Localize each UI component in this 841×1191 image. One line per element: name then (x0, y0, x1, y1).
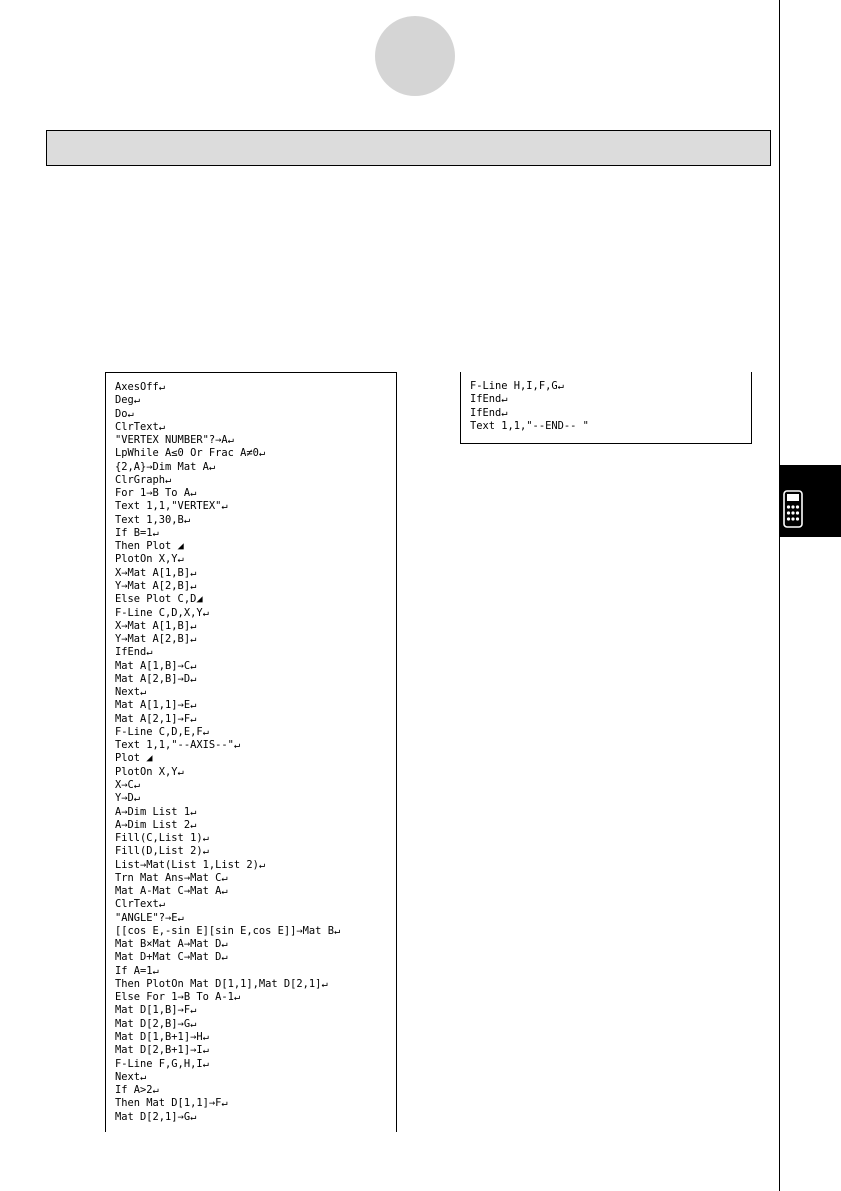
code-line: IfEnd↵ (470, 393, 508, 406)
code-line: Deg↵ (115, 394, 141, 407)
code-line: PlotOn X,Y↵ (115, 765, 184, 778)
code-line: "VERTEX NUMBER"?→A↵ (115, 434, 234, 447)
page-marker-circle (375, 16, 455, 96)
code-line: A→Dim List 2↵ (115, 818, 197, 831)
code-line: Plot ◢ (115, 752, 153, 765)
code-line: X→Mat A[1,B]↵ (115, 619, 197, 632)
code-line: Fill(D,List 2)↵ (115, 845, 209, 858)
code-line: Mat A[2,B]→D↵ (115, 672, 197, 685)
code-line: Mat B×Mat A→Mat D↵ (115, 938, 228, 951)
code-line: [[cos E,-sin E][sin E,cos E]]→Mat B↵ (115, 924, 341, 937)
code-line: IfEnd↵ (470, 406, 508, 419)
code-line: Y→Mat A[2,B]↵ (115, 579, 197, 592)
code-line: Trn Mat Ans→Mat C↵ (115, 871, 228, 884)
code-line: ClrText↵ (115, 898, 166, 911)
code-line: Mat A[1,B]→C↵ (115, 659, 197, 672)
code-line: Mat D[1,B]→F↵ (115, 1004, 197, 1017)
code-line: If A=1↵ (115, 964, 159, 977)
code-line: Text 1,1,"--AXIS--"↵ (115, 739, 241, 752)
code-line: Mat A[1,1]→E↵ (115, 699, 197, 712)
code-line: {2,A}→Dim Mat A↵ (115, 460, 216, 473)
code-line: Text 1,30,B↵ (115, 513, 191, 526)
section-header-bar (46, 130, 771, 166)
code-line: Fill(C,List 1)↵ (115, 832, 209, 845)
code-line: X→C↵ (115, 778, 141, 791)
code-line: Else Plot C,D◢ (115, 593, 203, 606)
code-line: X→Mat A[1,B]↵ (115, 566, 197, 579)
program-listing-column-2 (460, 372, 752, 444)
code-line: For 1→B To A↵ (115, 487, 197, 500)
code-line: Mat A[2,1]→F↵ (115, 712, 197, 725)
code-line: Do↵ (115, 407, 134, 420)
code-line: Then Mat D[1,1]→F↵ (115, 1097, 228, 1110)
code-line: F-Line C,D,X,Y↵ (115, 606, 209, 619)
code-line: LpWhile A≤0 Or Frac A≠0↵ (115, 447, 266, 460)
code-line: A→Dim List 1↵ (115, 805, 197, 818)
code-line: Next↵ (115, 1070, 147, 1083)
code-line: Mat D[1,B+1]→H↵ (115, 1031, 209, 1044)
code-line: F-Line H,I,F,G↵ (470, 380, 564, 392)
code-line: Y→D↵ (115, 792, 141, 805)
code-line: Y→Mat A[2,B]↵ (115, 633, 197, 646)
code-line: Then PlotOn Mat D[1,1],Mat D[2,1]↵ (115, 977, 328, 990)
code-line: "ANGLE"?→E↵ (115, 911, 184, 924)
code-line: Mat D[2,1]→G↵ (115, 1110, 197, 1123)
code-line: List→Mat(List 1,List 2)↵ (115, 858, 266, 871)
program-listing-column-1 (105, 372, 397, 1132)
chapter-tab (780, 465, 841, 537)
margin-rule (779, 0, 780, 1191)
code-line: F-Line F,G,H,I↵ (115, 1057, 209, 1070)
code-line: Then Plot ◢ (115, 540, 184, 553)
code-line: AxesOff↵ (115, 381, 166, 393)
code-line: Mat D[2,B]→G↵ (115, 1017, 197, 1030)
code-line: Text 1,1,"VERTEX"↵ (115, 500, 228, 513)
code-line: F-Line C,D,E,F↵ (115, 725, 209, 738)
calculator-icon (783, 490, 803, 528)
code-line: IfEnd↵ (115, 646, 153, 659)
code-line: ClrGraph↵ (115, 473, 172, 486)
code-line: ClrText↵ (115, 420, 166, 433)
code-line: If B=1↵ (115, 526, 159, 539)
code-line: Mat A-Mat C→Mat A↵ (115, 885, 228, 898)
code-line: Else For 1→B To A-1↵ (115, 991, 241, 1004)
code-line: Mat D[2,B+1]→I↵ (115, 1044, 209, 1057)
code-line: Next↵ (115, 686, 147, 699)
code-line: If A>2↵ (115, 1084, 159, 1097)
code-line: PlotOn X,Y↵ (115, 553, 184, 566)
code-line: Text 1,1,"--END-- " (470, 419, 589, 432)
code-line: Mat D+Mat C→Mat D↵ (115, 951, 228, 964)
